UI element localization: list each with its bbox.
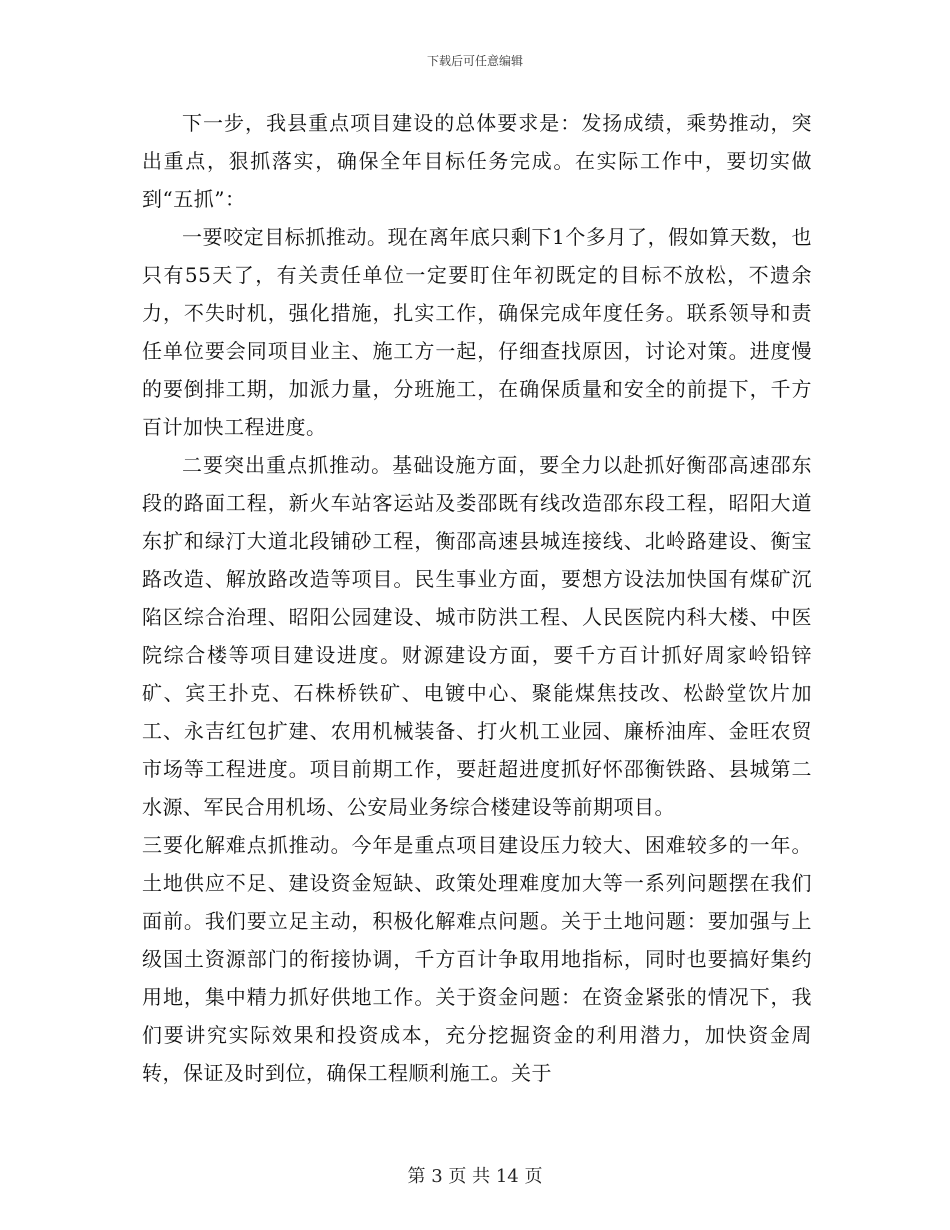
- paragraph-point-three: 三要化解难点抓推动。今年是重点项目建设压力较大、困难较多的一年。土地供应不足、建设资金短缺、政策处理难度加大等一系列问题摆在我们面前。我们要立足主动，积极化解难点问题。关于土地问题：要加强与上级国土资源部门的衔接协调，千方百计争取用地指标，同时也要搞好集约用地，集中精力抓好供地工作。关于资金问题：在资金紧张的情况下，我们要讲究实际效果和投资成本，充分挖掘资金的利用潜力，加快资金周转，保证及时到位，确保工程顺利施工。关于: [142, 833, 812, 1085]
- paragraph-point-one: 一要咬定目标抓推动。现在离年底只剩下1个多月了，假如算天数，也只有55天了，有关责任单位一定要盯住年初既定的目标不放松，不遗余力，不失时机，强化措施，扎实工作，确保完成年度任务。联系领导和责任单位要会同项目业主、施工方一起，仔细查找原因，讨论对策。进度慢的要倒排工期，加派力量，分班施工，在确保质量和安全的前提下，千方百计加快工程进度。: [142, 225, 812, 439]
- page-number-footer: 第 3 页 共 14 页: [407, 1166, 543, 1187]
- paragraph-point-two: 二要突出重点抓推动。基础设施方面，要全力以赴抓好衡邵高速邵东段的路面工程，新火车站客运站及娄邵既有线改造邵东段工程，昭阳大道东扩和绿汀大道北段铺砂工程，衡邵高速县城连接线、北岭路建设、衡宝路改造、解放路改造等项目。民生事业方面，要想方设法加快国有煤矿沉陷区综合治理、昭阳公园建设、城市防洪工程、人民医院内科大楼、中医院综合楼等项目建设进度。财源建设方面，要千方百计抓好周家岭铅锌矿、宾王扑克、石株桥铁矿、电镀中心、聚能煤焦技改、松龄堂饮片加工、永吉红包扩建、农用机械装备、打火机工业园、廉桥油库、金旺农贸市场等工程进度。项目前期工作，要赶超进度抓好怀邵衡铁路、县城第二水源、军民合用机场、公安局业务综合楼建设等前期项目。: [142, 453, 812, 819]
- document-body: [142, 104, 812, 1092]
- paragraph-intro: 下一步，我县重点项目建设的总体要求是：发扬成绩，乘势推动，突出重点，狠抓落实，确保全年目标任务完成。在实际工作中，要切实做到“五抓”：: [142, 111, 812, 211]
- page-header: 下载后可任意编辑: [426, 54, 523, 68]
